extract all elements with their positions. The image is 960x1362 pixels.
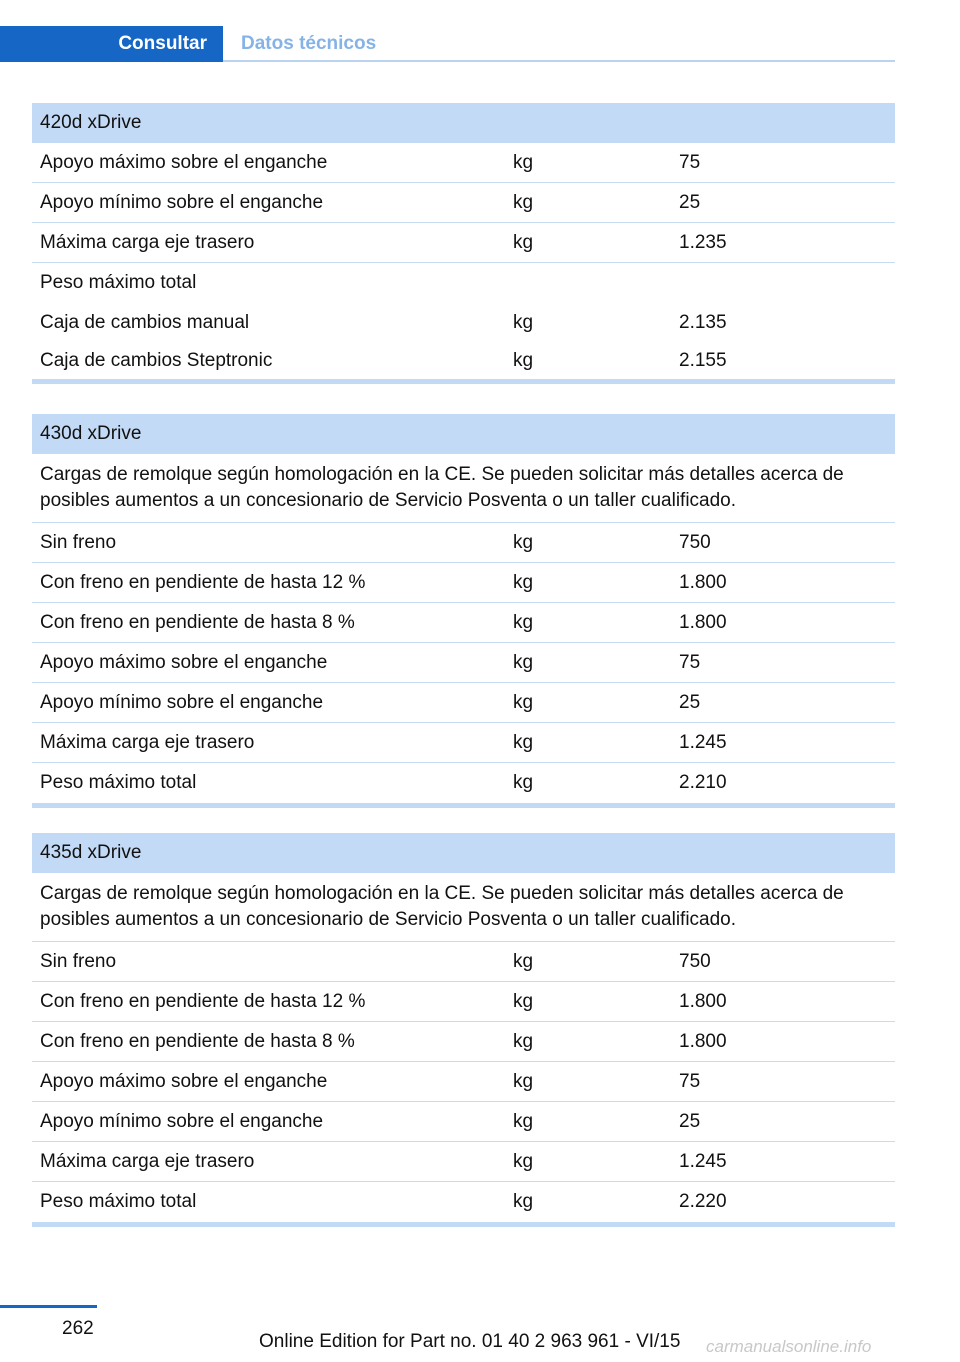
section-tab-bar: [0, 26, 895, 62]
row-unit: kg: [513, 731, 534, 753]
table-row: [32, 303, 895, 343]
row-label: Máxima carga eje trasero: [40, 231, 255, 253]
row-unit: kg: [513, 990, 534, 1012]
row-unit: kg: [513, 1110, 534, 1132]
row-label: Apoyo mínimo sobre el enganche: [40, 191, 324, 213]
row-label: Peso máximo total: [40, 272, 197, 293]
row-unit: kg: [513, 1150, 534, 1172]
table-row: [32, 1022, 895, 1062]
row-value: 1.245: [679, 1150, 727, 1172]
row-unit: kg: [513, 151, 534, 173]
table-row: [32, 1102, 895, 1142]
spec-table-420d: [32, 103, 895, 384]
table-row: [32, 723, 895, 763]
spec-table-430d: [32, 414, 895, 808]
table-row: [32, 763, 895, 803]
table-row: [32, 143, 895, 183]
spec-table-435d: [32, 833, 895, 1227]
row-value: 1.235: [679, 231, 727, 253]
page-number: 262: [62, 1318, 94, 1339]
row-value: 2.135: [679, 312, 727, 333]
table-row: [32, 942, 895, 982]
row-unit: kg: [513, 350, 534, 371]
row-value: 1.245: [679, 731, 727, 753]
row-value: 25: [679, 1110, 701, 1132]
row-value: 2.155: [679, 350, 727, 371]
row-value: 75: [679, 1070, 701, 1092]
table-row: [32, 563, 895, 603]
row-label: Caja de cambios manual: [40, 312, 250, 333]
row-unit: kg: [513, 571, 534, 593]
table-row: [32, 683, 895, 723]
row-value: 25: [679, 191, 701, 213]
table-row: [32, 223, 895, 263]
watermark: carmanualsonline.info: [706, 1337, 872, 1356]
table-header: 420d xDrive: [32, 103, 895, 143]
table-row: [32, 523, 895, 563]
tab-underline: [223, 60, 895, 62]
table-row: [32, 603, 895, 643]
row-unit: kg: [513, 312, 534, 333]
tab-datos-tecnicos[interactable]: Datos técnicos: [241, 33, 377, 54]
row-unit: kg: [513, 531, 534, 553]
table-header: 435d xDrive: [32, 833, 895, 873]
row-value: 75: [679, 651, 701, 673]
row-unit: kg: [513, 1070, 534, 1092]
row-value: 750: [679, 950, 711, 972]
row-label: Apoyo mínimo sobre el enganche: [40, 1110, 324, 1132]
row-unit: kg: [513, 231, 534, 253]
row-unit: kg: [513, 950, 534, 972]
edition-text: Online Edition for Part no. 01 40 2 963 961 - VI/15: [259, 1331, 681, 1352]
row-label: Máxima carga eje trasero: [40, 731, 255, 753]
row-label: Peso máximo total: [40, 772, 197, 793]
row-label: Con freno en pendiente de hasta 8 %: [40, 611, 355, 633]
row-label: Sin freno: [40, 531, 117, 553]
table-header: 430d xDrive: [32, 414, 895, 454]
row-value: 2.210: [679, 772, 727, 793]
table-row: [32, 343, 895, 379]
row-value: 1.800: [679, 990, 727, 1012]
row-value: 1.800: [679, 611, 727, 633]
row-label: Máxima carga eje trasero: [40, 1150, 255, 1172]
row-value: 2.220: [679, 1191, 727, 1212]
row-unit: kg: [513, 191, 534, 213]
row-value: 25: [679, 691, 701, 713]
row-label: Apoyo máximo sobre el enganche: [40, 651, 328, 673]
row-label: Con freno en pendiente de hasta 12 %: [40, 571, 366, 593]
row-label: Peso máximo total: [40, 1191, 197, 1212]
row-unit: kg: [513, 691, 534, 713]
row-label: Apoyo máximo sobre el enganche: [40, 151, 328, 173]
row-label: Caja de cambios Steptronic: [40, 350, 273, 371]
row-unit: kg: [513, 1191, 534, 1212]
row-value: 750: [679, 531, 711, 553]
row-unit: kg: [513, 1030, 534, 1052]
row-label: Con freno en pendiente de hasta 8 %: [40, 1030, 355, 1052]
table-end-bar: [32, 803, 895, 808]
row-value: 75: [679, 151, 701, 173]
table-row: [32, 183, 895, 223]
table-row: [32, 1182, 895, 1222]
footer-accent-line: [0, 1305, 97, 1308]
row-label: Apoyo mínimo sobre el enganche: [40, 691, 324, 713]
table-row: [32, 982, 895, 1022]
row-unit: kg: [513, 651, 534, 673]
table-row: [32, 263, 895, 303]
table-row: [32, 1062, 895, 1102]
table-end-bar: [32, 379, 895, 384]
tab-consultar[interactable]: Consultar: [0, 26, 223, 62]
row-value: 1.800: [679, 1030, 727, 1052]
table-end-bar: [32, 1222, 895, 1227]
table-note: Cargas de remolque según homologación en la CE. Se pueden solicitar más detalles acerca de posibles aumentos a un concesionario de Servicio Posventa o un taller cualificado.: [32, 454, 895, 523]
table-row: [32, 1142, 895, 1182]
row-value: 1.800: [679, 571, 727, 593]
row-unit: kg: [513, 611, 534, 633]
row-label: Apoyo máximo sobre el enganche: [40, 1070, 328, 1092]
table-note: Cargas de remolque según homologación en la CE. Se pueden solicitar más detalles acerca de posibles aumentos a un concesionario de Servicio Posventa o un taller cualificado.: [32, 873, 895, 942]
row-label: Sin freno: [40, 950, 117, 972]
row-label: Con freno en pendiente de hasta 12 %: [40, 990, 366, 1012]
row-unit: kg: [513, 772, 534, 793]
table-row: [32, 643, 895, 683]
